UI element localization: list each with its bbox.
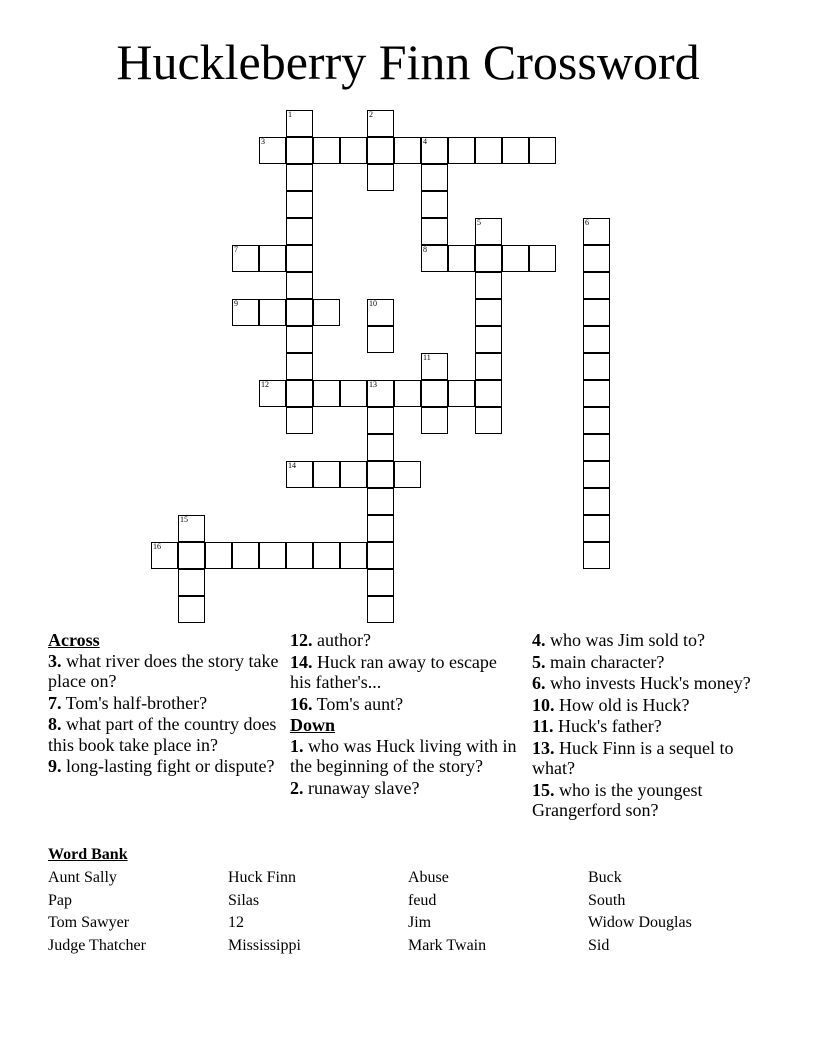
clue-number: 6	[585, 218, 589, 227]
word-bank-item: Buck	[588, 869, 622, 886]
clue-text: long-lasting fight or dispute?	[61, 756, 275, 776]
clue-text: what part of the country does this book take place in?	[48, 714, 277, 755]
clue	[290, 736, 522, 777]
grid-cell[interactable]	[286, 164, 313, 191]
clue	[532, 630, 772, 651]
down-heading: Down	[290, 715, 336, 735]
clues-column-2	[290, 630, 522, 799]
grid-cell[interactable]	[583, 407, 610, 434]
clue-number: 2	[369, 110, 373, 119]
grid-cell[interactable]	[475, 272, 502, 299]
grid-cell[interactable]	[475, 407, 502, 434]
grid-cell[interactable]	[583, 272, 610, 299]
word-bank-title: Word Bank	[48, 846, 128, 863]
clue-number-label: 6.	[532, 673, 546, 693]
clue-text: runaway slave?	[303, 777, 420, 798]
clue-number-label: 2.	[290, 777, 304, 798]
grid-cell[interactable]	[286, 461, 313, 488]
grid-cell[interactable]	[475, 299, 502, 326]
grid-cell[interactable]	[286, 542, 313, 569]
grid-cell[interactable]	[394, 461, 421, 488]
grid-cell[interactable]	[259, 542, 286, 569]
grid-cell[interactable]	[340, 461, 367, 488]
clue-text: who was Huck living with in the beginning of the story?	[290, 735, 517, 776]
clue	[48, 651, 280, 692]
clue-number: 12	[261, 380, 269, 389]
word-bank-item: South	[588, 891, 626, 909]
grid-cell[interactable]	[232, 245, 259, 272]
word-bank-item: Abuse	[408, 869, 449, 886]
word-bank-item: Silas	[228, 891, 260, 909]
grid-cell[interactable]	[286, 245, 313, 272]
clue	[290, 652, 522, 693]
grid-cell[interactable]	[583, 515, 610, 542]
clue-number: 8	[423, 245, 427, 254]
grid-cell[interactable]	[340, 380, 367, 407]
grid-cell[interactable]	[232, 542, 259, 569]
grid-cell[interactable]	[448, 380, 475, 407]
clue-text: who invests Huck's money?	[545, 673, 751, 693]
grid-cell[interactable]	[421, 218, 448, 245]
grid-cell[interactable]	[448, 137, 475, 164]
grid-cell[interactable]	[421, 353, 448, 380]
clue-number-label: 4.	[532, 630, 546, 650]
clue-number: 5	[477, 218, 481, 227]
grid-cell[interactable]	[367, 164, 394, 191]
grid-cell[interactable]	[205, 542, 232, 569]
grid-cell[interactable]	[313, 542, 340, 569]
clue-text: How old is Huck?	[554, 694, 690, 715]
clue	[48, 693, 280, 714]
clue	[290, 694, 522, 715]
grid-cell[interactable]	[367, 299, 394, 326]
clue-number-label: 15.	[532, 779, 555, 800]
clue-text: who was Jim sold to?	[545, 630, 705, 650]
clue	[290, 630, 522, 651]
clue	[48, 756, 280, 777]
grid-cell[interactable]	[583, 353, 610, 380]
clue-number-label: 9.	[48, 756, 62, 776]
clue-number: 10	[369, 299, 377, 308]
clue-number-label: 3.	[48, 650, 62, 671]
clues-column-3	[532, 630, 772, 822]
grid-cell[interactable]	[583, 461, 610, 488]
word-bank-item: feud	[408, 891, 437, 909]
grid-cell[interactable]	[313, 299, 340, 326]
grid-cell[interactable]	[583, 326, 610, 353]
grid-cell[interactable]	[367, 110, 394, 137]
clue-text: author?	[312, 630, 371, 650]
word-bank-item: Sid	[588, 936, 610, 954]
clue-text: Tom's half-brother?	[61, 692, 208, 713]
grid-cell[interactable]	[421, 137, 448, 164]
grid-cell[interactable]	[421, 380, 448, 407]
grid-cell[interactable]	[583, 488, 610, 515]
grid-cell[interactable]	[178, 515, 205, 542]
clue-number: 11	[423, 353, 431, 362]
grid-cell[interactable]	[367, 515, 394, 542]
clues-column-1	[48, 630, 280, 778]
word-bank-item: 12	[228, 914, 244, 931]
grid-cell[interactable]	[475, 326, 502, 353]
clue-text: Tom's aunt?	[312, 693, 404, 714]
clue	[532, 780, 772, 821]
grid-cell[interactable]	[286, 353, 313, 380]
grid-cell[interactable]	[529, 245, 556, 272]
clue-number-label: 10.	[532, 694, 555, 715]
grid-cell[interactable]	[529, 137, 556, 164]
grid-cell[interactable]	[583, 299, 610, 326]
clue-number-label: 13.	[532, 737, 555, 758]
grid-cell[interactable]	[340, 137, 367, 164]
grid-cell[interactable]	[286, 137, 313, 164]
grid-cell[interactable]	[475, 218, 502, 245]
word-bank-item: Mississippi	[228, 936, 301, 954]
grid-cell[interactable]	[394, 137, 421, 164]
clue-number-label: 12.	[290, 630, 313, 650]
grid-cell[interactable]	[259, 245, 286, 272]
grid-cell[interactable]	[394, 380, 421, 407]
clue-number-label: 7.	[48, 692, 62, 713]
grid-cell[interactable]	[178, 542, 205, 569]
across-heading: Across	[48, 630, 100, 650]
grid-cell[interactable]	[367, 542, 394, 569]
grid-cell[interactable]	[421, 407, 448, 434]
grid-cell[interactable]	[367, 569, 394, 596]
grid-cell[interactable]	[502, 245, 529, 272]
grid-cell[interactable]	[178, 596, 205, 623]
grid-cell[interactable]	[583, 542, 610, 569]
grid-cell[interactable]	[178, 569, 205, 596]
clue-number: 15	[180, 515, 188, 524]
grid-cell[interactable]	[151, 542, 178, 569]
clue-number-label: 8.	[48, 714, 62, 734]
clue-number: 3	[261, 137, 265, 146]
clue-text: Huck Finn is a sequel to what?	[532, 737, 734, 778]
word-bank-item: Widow Douglas	[588, 914, 692, 931]
grid-cell[interactable]	[232, 299, 259, 326]
clue-number: 7	[234, 245, 238, 254]
grid-cell[interactable]	[286, 326, 313, 353]
grid-cell[interactable]	[421, 245, 448, 272]
grid-cell[interactable]	[313, 380, 340, 407]
grid-cell[interactable]	[367, 380, 394, 407]
word-bank-item: Tom Sawyer	[48, 914, 130, 931]
grid-cell[interactable]	[286, 272, 313, 299]
clue-number-label: 14.	[290, 651, 313, 672]
clue	[48, 714, 280, 755]
clue	[532, 695, 772, 716]
grid-cell[interactable]	[286, 191, 313, 218]
clue-text: what river does the story take place on?	[48, 650, 279, 691]
clue-number-label: 16.	[290, 693, 313, 714]
word-bank-item: Aunt Sally	[48, 869, 117, 886]
grid-cell[interactable]	[286, 299, 313, 326]
grid-cell[interactable]	[583, 434, 610, 461]
word-bank-item: Mark Twain	[408, 936, 487, 954]
grid-cell[interactable]	[340, 542, 367, 569]
grid-cell[interactable]	[367, 407, 394, 434]
grid-cell[interactable]	[475, 353, 502, 380]
grid-cell[interactable]	[367, 434, 394, 461]
clue-number: 13	[369, 380, 377, 389]
grid-cell[interactable]	[259, 380, 286, 407]
grid-cell[interactable]	[259, 299, 286, 326]
clue	[532, 652, 772, 673]
grid-cell[interactable]	[502, 137, 529, 164]
grid-cell[interactable]	[583, 245, 610, 272]
grid-cell[interactable]	[286, 380, 313, 407]
clue-text: main character?	[545, 651, 665, 672]
word-bank-item: Judge Thatcher	[48, 936, 146, 954]
clue-text: who is the youngest Grangerford son?	[532, 779, 703, 820]
grid-cell[interactable]	[367, 326, 394, 353]
clue	[532, 673, 772, 694]
grid-cell[interactable]	[421, 164, 448, 191]
grid-cell[interactable]	[286, 218, 313, 245]
clue	[532, 716, 772, 737]
clue-text: Huck ran away to escape his father's...	[290, 651, 497, 692]
grid-cell[interactable]	[313, 137, 340, 164]
clue-number: 16	[153, 542, 161, 551]
grid-cell[interactable]	[583, 380, 610, 407]
grid-cell[interactable]	[475, 245, 502, 272]
clue-number: 14	[288, 461, 296, 470]
clue-number: 1	[288, 110, 292, 119]
grid-cell[interactable]	[313, 461, 340, 488]
word-bank-item: Huck Finn	[228, 869, 296, 886]
grid-cell[interactable]	[259, 137, 286, 164]
grid-cell[interactable]	[367, 488, 394, 515]
grid-cell[interactable]	[367, 137, 394, 164]
grid-cell[interactable]	[448, 245, 475, 272]
grid-cell[interactable]	[286, 110, 313, 137]
word-bank-item: Pap	[48, 891, 72, 909]
clue-number-label: 11.	[532, 716, 554, 736]
word-bank-item: Jim	[408, 914, 432, 931]
grid-cell[interactable]	[367, 596, 394, 623]
grid-cell[interactable]	[583, 218, 610, 245]
grid-cell[interactable]	[475, 380, 502, 407]
clue-number-label: 1.	[290, 735, 304, 756]
clue-text: Huck's father?	[553, 716, 662, 736]
clue-number-label: 5.	[532, 651, 546, 672]
grid-cell[interactable]	[421, 191, 448, 218]
clue	[532, 738, 772, 779]
grid-cell[interactable]	[367, 461, 394, 488]
grid-cell[interactable]	[286, 407, 313, 434]
clue-number: 4	[423, 137, 427, 146]
clue-number: 9	[234, 299, 238, 308]
page-title: Huckleberry Finn Crossword	[116, 34, 700, 90]
grid-cell[interactable]	[475, 137, 502, 164]
clue	[290, 778, 522, 799]
